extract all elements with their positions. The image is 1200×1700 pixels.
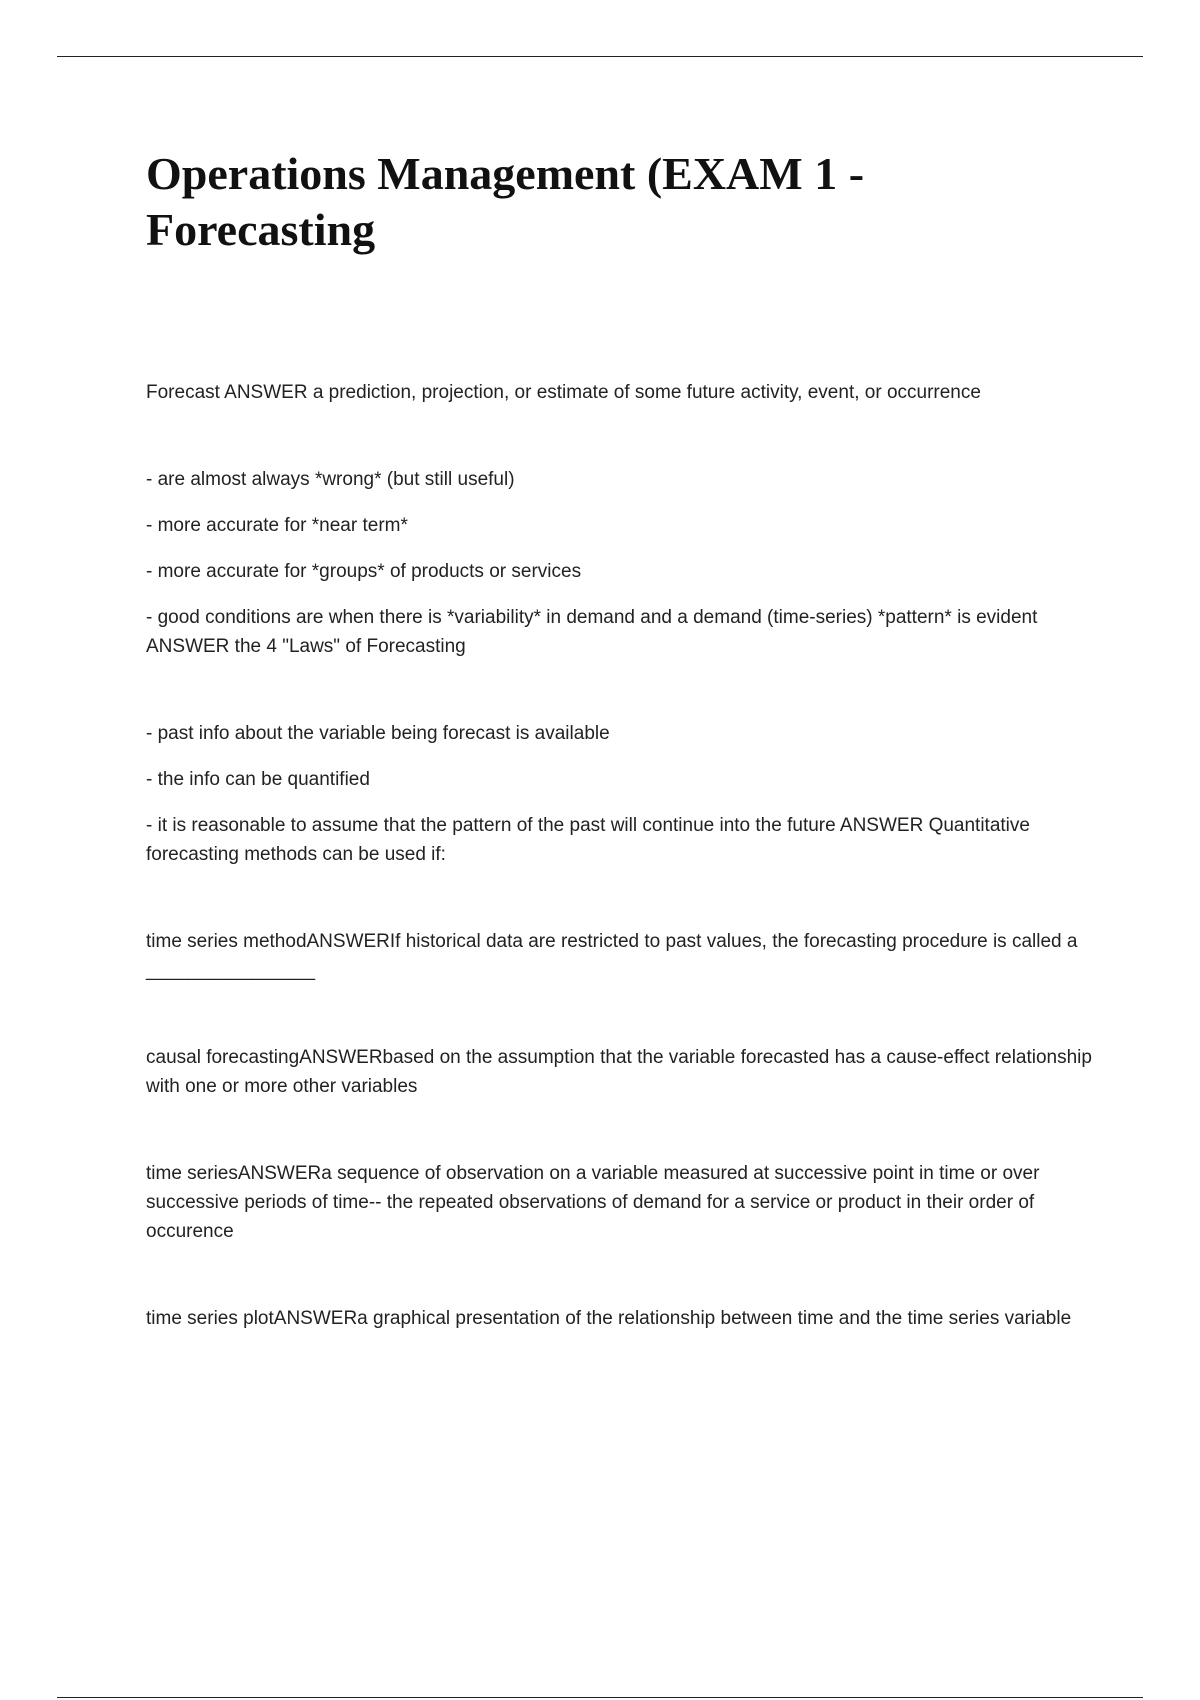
entries-list xyxy=(146,378,1096,1333)
top-rule xyxy=(57,56,1143,57)
entry-line: time seriesANSWERa sequence of observation on a variable measured at successive point in time or over successive periods of time-- the repeated observations of demand for a service or product in their order of occurence xyxy=(146,1163,1040,1242)
entry-line: - it is reasonable to assume that the pattern of the past will continue into the future ANSWER Quantitative forecasting methods can be used if: xyxy=(146,815,1030,865)
entry-time-series-method xyxy=(146,927,1096,985)
entry-line: causal forecastingANSWERbased on the assumption that the variable forecasted has a cause-effect relationship with one or more other variables xyxy=(146,1047,1092,1097)
entry-line: - good conditions are when there is *variability* in demand and a demand (time-series) *pattern* is evident ANSWER the 4 "Laws" of Forecasting xyxy=(146,607,1038,657)
bottom-rule xyxy=(57,1697,1143,1698)
entry-line: - past info about the variable being forecast is available xyxy=(146,723,610,744)
entry-time-series-plot xyxy=(146,1304,1096,1333)
document-title: Operations Management (EXAM 1 - Forecasting xyxy=(146,148,865,255)
document-body xyxy=(146,146,1096,1333)
entry-laws-of-forecasting xyxy=(146,465,1096,661)
entry-time-series xyxy=(146,1159,1096,1246)
entry-line: Forecast ANSWER a prediction, projection, or estimate of some future activity, event, or occurrence xyxy=(146,382,981,403)
entry-line: - the info can be quantified xyxy=(146,769,370,790)
entry-line: - are almost always *wrong* (but still useful) xyxy=(146,469,515,490)
entry-line: - more accurate for *groups* of products or services xyxy=(146,561,582,582)
entry-line: - more accurate for *near term* xyxy=(146,515,408,536)
entry-line: time series methodANSWERIf historical data are restricted to past values, the forecasting procedure is called a ________________ xyxy=(146,931,1078,981)
entry-forecast-definition xyxy=(146,378,1096,407)
entry-quantitative-methods xyxy=(146,719,1096,869)
entry-causal-forecasting xyxy=(146,1043,1096,1101)
entry-line: time series plotANSWERa graphical presentation of the relationship between time and the time series variable xyxy=(146,1308,1072,1329)
